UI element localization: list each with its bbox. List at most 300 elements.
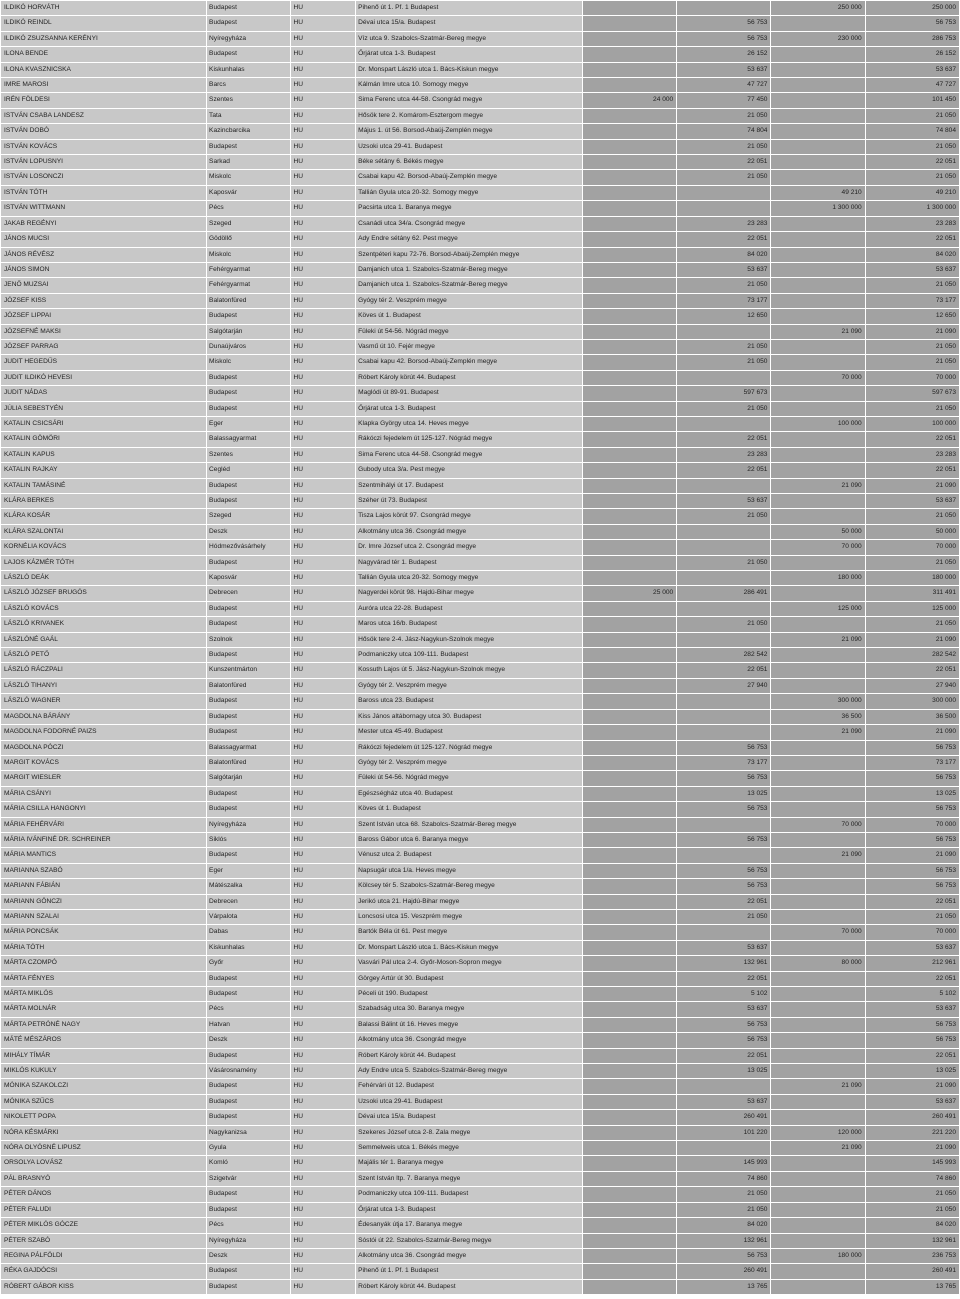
city-cell: Budapest (207, 709, 291, 724)
table-row (1, 1, 960, 16)
amount-2-cell: 56 753 (677, 1248, 771, 1263)
amount-1-cell (582, 1233, 676, 1248)
city-cell: Fehérgyarmat (207, 262, 291, 277)
country-cell: HU (291, 925, 356, 940)
address-cell: Semmelweis utca 1. Békés megye (356, 1141, 583, 1156)
address-cell: Csanádi utca 34/a. Csongrád megye (356, 216, 583, 231)
total-cell: 36 500 (865, 709, 959, 724)
amount-2-cell: 53 637 (677, 940, 771, 955)
country-cell: HU (291, 339, 356, 354)
city-cell: Szeged (207, 509, 291, 524)
total-cell: 286 753 (865, 31, 959, 46)
address-cell: Auróra utca 22-28. Budapest (356, 601, 583, 616)
amount-2-cell (677, 478, 771, 493)
table-row (1, 1187, 960, 1202)
table-row (1, 247, 960, 262)
amount-2-cell: 21 050 (677, 339, 771, 354)
total-cell: 73 177 (865, 755, 959, 770)
country-cell: HU (291, 463, 356, 478)
amount-1-cell (582, 432, 676, 447)
country-cell: HU (291, 1233, 356, 1248)
amount-1-cell (582, 1141, 676, 1156)
amount-1-cell (582, 278, 676, 293)
city-cell: Pécs (207, 201, 291, 216)
total-cell: 70 000 (865, 817, 959, 832)
address-cell: Baross Gábor utca 6. Baranya megye (356, 832, 583, 847)
city-cell: Siklós (207, 832, 291, 847)
amount-3-cell (771, 648, 865, 663)
table-row (1, 755, 960, 770)
city-cell: Budapest (207, 648, 291, 663)
amount-3-cell (771, 155, 865, 170)
recipient-name-cell: MÁRTA PETRÓNÉ NAGY (1, 1017, 207, 1032)
amount-1-cell (582, 155, 676, 170)
amount-2-cell (677, 817, 771, 832)
amount-1-cell (582, 1002, 676, 1017)
table-row (1, 771, 960, 786)
amount-1-cell (582, 124, 676, 139)
amount-3-cell (771, 755, 865, 770)
city-cell: Budapest (207, 1048, 291, 1063)
amount-3-cell (771, 278, 865, 293)
amount-1-cell (582, 725, 676, 740)
total-cell: 21 050 (865, 909, 959, 924)
recipient-name-cell: NÓRA KÉSMÁRKI (1, 1125, 207, 1140)
table-row (1, 463, 960, 478)
table-row (1, 678, 960, 693)
recipient-name-cell: RÓBERT GÁBOR KISS (1, 1279, 207, 1294)
recipient-name-cell: MÁTÉ MÉSZÁROS (1, 1033, 207, 1048)
total-cell: 50 000 (865, 524, 959, 539)
table-row (1, 370, 960, 385)
total-cell: 53 637 (865, 494, 959, 509)
amount-1-cell (582, 863, 676, 878)
city-cell: Kaposvár (207, 185, 291, 200)
country-cell: HU (291, 509, 356, 524)
amount-3-cell: 21 090 (771, 725, 865, 740)
amount-2-cell: 101 220 (677, 1125, 771, 1140)
country-cell: HU (291, 1048, 356, 1063)
country-cell: HU (291, 802, 356, 817)
city-cell: Budapest (207, 1079, 291, 1094)
country-cell: HU (291, 632, 356, 647)
recipient-name-cell: JUDIT HEGEDŰS (1, 355, 207, 370)
table-row (1, 925, 960, 940)
amount-3-cell (771, 1233, 865, 1248)
city-cell: Nyíregyháza (207, 1233, 291, 1248)
amount-1-cell (582, 216, 676, 231)
total-cell: 13 765 (865, 1279, 959, 1294)
city-cell: Budapest (207, 617, 291, 632)
amount-1-cell (582, 386, 676, 401)
table-row (1, 956, 960, 971)
amount-3-cell: 21 090 (771, 324, 865, 339)
recipient-name-cell: JÓZSEFNÉ MAKSI (1, 324, 207, 339)
country-cell: HU (291, 832, 356, 847)
city-cell: Mátészalka (207, 879, 291, 894)
address-cell: Kossuth Lajos út 5. Jász-Nagykun-Szolnok megye (356, 663, 583, 678)
address-cell: Görgey Artúr út 30. Budapest (356, 971, 583, 986)
country-cell: HU (291, 540, 356, 555)
amount-3-cell (771, 1064, 865, 1079)
city-cell: Komló (207, 1156, 291, 1171)
city-cell: Balassagyarmat (207, 432, 291, 447)
address-cell: Gyógy tér 2. Veszprém megye (356, 678, 583, 693)
address-cell: Uzsoki utca 29-41. Budapest (356, 1094, 583, 1109)
amount-1-cell (582, 247, 676, 262)
amount-2-cell: 5 102 (677, 987, 771, 1002)
total-cell: 21 090 (865, 478, 959, 493)
table-row (1, 278, 960, 293)
table-row (1, 155, 960, 170)
recipient-name-cell: LÁSZLÓ PETŐ (1, 648, 207, 663)
amount-1-cell (582, 540, 676, 555)
amount-1-cell (582, 925, 676, 940)
amount-3-cell (771, 586, 865, 601)
total-cell: 53 637 (865, 940, 959, 955)
city-cell: Nagykanizsa (207, 1125, 291, 1140)
table-row (1, 1033, 960, 1048)
address-cell: Sóstói út 22. Szabolcs-Szatmár-Bereg megye (356, 1233, 583, 1248)
table-row (1, 293, 960, 308)
total-cell: 22 051 (865, 1048, 959, 1063)
table-row (1, 185, 960, 200)
city-cell: Balatonfüred (207, 755, 291, 770)
amount-1-cell (582, 1264, 676, 1279)
amount-2-cell: 21 050 (677, 555, 771, 570)
amount-1-cell (582, 555, 676, 570)
amount-3-cell: 100 000 (771, 416, 865, 431)
country-cell: HU (291, 817, 356, 832)
table-row (1, 832, 960, 847)
recipient-name-cell: ISTVÁN WITTMANN (1, 201, 207, 216)
amount-3-cell (771, 740, 865, 755)
country-cell: HU (291, 216, 356, 231)
amount-2-cell: 53 637 (677, 62, 771, 77)
recipient-name-cell: MAGDOLNA PÓCZI (1, 740, 207, 755)
amount-2-cell: 26 152 (677, 47, 771, 62)
city-cell: Vásárosnamény (207, 1064, 291, 1079)
city-cell: Gödöllő (207, 232, 291, 247)
address-cell: Nagyerdei körút 98. Hajdú-Bihar megye (356, 586, 583, 601)
amount-2-cell (677, 601, 771, 616)
city-cell: Szolnok (207, 632, 291, 647)
amount-1-cell (582, 971, 676, 986)
total-cell: 22 051 (865, 894, 959, 909)
recipient-name-cell: MAGDOLNA BÁRÁNY (1, 709, 207, 724)
table-row (1, 62, 960, 77)
country-cell: HU (291, 494, 356, 509)
amount-1-cell (582, 617, 676, 632)
amount-2-cell: 13 025 (677, 786, 771, 801)
country-cell: HU (291, 170, 356, 185)
table-row (1, 108, 960, 123)
address-cell: Pihenő út 1. Pf. 1 Budapest (356, 1264, 583, 1279)
table-row (1, 139, 960, 154)
recipient-name-cell: KLÁRA BERKES (1, 494, 207, 509)
country-cell: HU (291, 355, 356, 370)
address-cell: Klapka György utca 14. Heves megye (356, 416, 583, 431)
table-row (1, 1110, 960, 1125)
amount-1-cell (582, 940, 676, 955)
country-cell: HU (291, 987, 356, 1002)
recipient-name-cell: IMRE MAROSI (1, 78, 207, 93)
recipient-name-cell: ISTVÁN LOSONCZI (1, 170, 207, 185)
address-cell: Rákóczi fejedelem út 125-127. Nógrád megye (356, 432, 583, 447)
recipient-name-cell: ILDIKÓ ZSUZSANNA KERÉNYI (1, 31, 207, 46)
recipient-name-cell: MÁRTA FÉNYES (1, 971, 207, 986)
amount-3-cell: 21 090 (771, 1141, 865, 1156)
table-body (1, 1, 960, 1295)
address-cell: Tisza Lajos körút 97. Csongrád megye (356, 509, 583, 524)
amount-2-cell: 56 753 (677, 31, 771, 46)
amount-2-cell (677, 694, 771, 709)
table-row (1, 817, 960, 832)
recipient-name-cell: JAKAB REGÉNYI (1, 216, 207, 231)
address-cell: Dr. Monspart László utca 1. Bács-Kiskun megye (356, 940, 583, 955)
table-row (1, 232, 960, 247)
amount-1-cell (582, 632, 676, 647)
total-cell: 21 090 (865, 632, 959, 647)
city-cell: Kazincbarcika (207, 124, 291, 139)
amount-3-cell: 250 000 (771, 1, 865, 16)
total-cell: 53 637 (865, 1002, 959, 1017)
amount-2-cell: 56 753 (677, 802, 771, 817)
recipient-name-cell: JÚLIA SEBESTYÉN (1, 401, 207, 416)
address-cell: Szekeres József utca 2-8. Zala megye (356, 1125, 583, 1140)
amount-2-cell: 597 673 (677, 386, 771, 401)
amount-3-cell (771, 1218, 865, 1233)
table-row (1, 894, 960, 909)
address-cell: Alkotmány utca 36. Csongrád megye (356, 1033, 583, 1048)
amount-3-cell: 36 500 (771, 709, 865, 724)
total-cell: 56 753 (865, 863, 959, 878)
country-cell: HU (291, 1017, 356, 1032)
address-cell: Alkotmány utca 36. Csongrád megye (356, 1248, 583, 1263)
table-row (1, 524, 960, 539)
total-cell: 311 491 (865, 586, 959, 601)
amount-1-cell (582, 709, 676, 724)
total-cell: 212 961 (865, 956, 959, 971)
address-cell: Egészségház utca 40. Budapest (356, 786, 583, 801)
country-cell: HU (291, 894, 356, 909)
total-cell: 282 542 (865, 648, 959, 663)
total-cell: 56 753 (865, 1033, 959, 1048)
table-row (1, 694, 960, 709)
table-row (1, 1064, 960, 1079)
table-row (1, 201, 960, 216)
recipient-name-cell: JÓZSEF PARRAG (1, 339, 207, 354)
amount-2-cell (677, 524, 771, 539)
amount-2-cell: 22 051 (677, 894, 771, 909)
country-cell: HU (291, 201, 356, 216)
table-row (1, 216, 960, 231)
address-cell: Uzsoki utca 29-41. Budapest (356, 139, 583, 154)
total-cell: 21 050 (865, 278, 959, 293)
address-cell: Dévai utca 15/a. Budapest (356, 16, 583, 31)
country-cell: HU (291, 555, 356, 570)
amount-1-cell (582, 185, 676, 200)
city-cell: Miskolc (207, 247, 291, 262)
city-cell: Budapest (207, 971, 291, 986)
city-cell: Eger (207, 416, 291, 431)
amount-2-cell: 23 283 (677, 216, 771, 231)
amount-1-cell (582, 1048, 676, 1063)
recipient-name-cell: ILDIKÓ REINDL (1, 16, 207, 31)
amount-1-cell (582, 832, 676, 847)
country-cell: HU (291, 1125, 356, 1140)
amount-2-cell: 21 050 (677, 509, 771, 524)
address-cell: Balassi Bálint út 16. Heves megye (356, 1017, 583, 1032)
amount-1-cell (582, 447, 676, 462)
address-cell: Róbert Károly körút 44. Budapest (356, 1279, 583, 1294)
country-cell: HU (291, 771, 356, 786)
table-row (1, 648, 960, 663)
amount-3-cell (771, 262, 865, 277)
total-cell: 22 051 (865, 232, 959, 247)
amount-3-cell: 125 000 (771, 601, 865, 616)
amount-3-cell (771, 1187, 865, 1202)
country-cell: HU (291, 108, 356, 123)
table-row (1, 1094, 960, 1109)
amount-2-cell: 132 961 (677, 1233, 771, 1248)
total-cell: 125 000 (865, 601, 959, 616)
address-cell: Őrjárat utca 1-3. Budapest (356, 47, 583, 62)
amount-2-cell (677, 201, 771, 216)
recipient-name-cell: MARGIT WIESLER (1, 771, 207, 786)
table-row (1, 47, 960, 62)
recipient-name-cell: NÓRA OLYÓSNÉ LIPUSZ (1, 1141, 207, 1156)
recipient-name-cell: KORNÉLIA KOVÁCS (1, 540, 207, 555)
amount-3-cell (771, 463, 865, 478)
total-cell: 21 090 (865, 725, 959, 740)
amount-2-cell: 22 051 (677, 463, 771, 478)
city-cell: Kiskunhalas (207, 940, 291, 955)
city-cell: Hatvan (207, 1017, 291, 1032)
city-cell: Szentes (207, 93, 291, 108)
total-cell: 21 050 (865, 401, 959, 416)
amount-3-cell (771, 1033, 865, 1048)
address-cell: Napsugár utca 1/a. Heves megye (356, 863, 583, 878)
recipient-name-cell: LÁSZLÓ JÓZSEF BRUGÓS (1, 586, 207, 601)
amount-1-cell (582, 262, 676, 277)
amount-2-cell: 22 051 (677, 1048, 771, 1063)
total-cell: 84 020 (865, 247, 959, 262)
city-cell: Budapest (207, 494, 291, 509)
amount-1-cell (582, 139, 676, 154)
amount-3-cell: 180 000 (771, 1248, 865, 1263)
amount-3-cell: 70 000 (771, 925, 865, 940)
total-cell: 47 727 (865, 78, 959, 93)
city-cell: Budapest (207, 1094, 291, 1109)
amount-2-cell: 73 177 (677, 293, 771, 308)
recipient-name-cell: LÁSZLÓ TIHANYI (1, 678, 207, 693)
table-row (1, 1264, 960, 1279)
country-cell: HU (291, 155, 356, 170)
amount-1-cell (582, 1218, 676, 1233)
amount-2-cell: 21 050 (677, 355, 771, 370)
country-cell: HU (291, 1141, 356, 1156)
recipient-name-cell: MIHÁLY TÍMÁR (1, 1048, 207, 1063)
table-row (1, 78, 960, 93)
city-cell: Budapest (207, 1110, 291, 1125)
amount-2-cell (677, 571, 771, 586)
recipient-name-cell: NIKOLETT POPA (1, 1110, 207, 1125)
country-cell: HU (291, 586, 356, 601)
amount-1-cell (582, 956, 676, 971)
recipient-name-cell: KATALIN KAPUS (1, 447, 207, 462)
amount-3-cell: 230 000 (771, 31, 865, 46)
table-row (1, 170, 960, 185)
country-cell: HU (291, 940, 356, 955)
country-cell: HU (291, 678, 356, 693)
amount-1-cell (582, 879, 676, 894)
amount-2-cell: 21 050 (677, 1202, 771, 1217)
table-row (1, 447, 960, 462)
total-cell: 70 000 (865, 925, 959, 940)
recipient-name-cell: PÁL BRASNYÓ (1, 1171, 207, 1186)
amount-2-cell: 12 650 (677, 309, 771, 324)
address-cell: Podmaniczky utca 109-111. Budapest (356, 648, 583, 663)
recipient-name-cell: JUDIT NÁDAS (1, 386, 207, 401)
recipient-name-cell: MÁRIA IVÁNFINÉ DR. SCHREINER (1, 832, 207, 847)
amount-3-cell (771, 232, 865, 247)
city-cell: Budapest (207, 1187, 291, 1202)
country-cell: HU (291, 694, 356, 709)
total-cell: 21 050 (865, 617, 959, 632)
recipient-name-cell: KLÁRA SZALONTAI (1, 524, 207, 539)
amount-3-cell: 70 000 (771, 817, 865, 832)
country-cell: HU (291, 740, 356, 755)
amount-1-cell (582, 1094, 676, 1109)
amount-1-cell (582, 802, 676, 817)
amount-1-cell (582, 355, 676, 370)
amount-2-cell: 53 637 (677, 494, 771, 509)
amount-3-cell (771, 971, 865, 986)
recipient-name-cell: MÁRTA MIKLÓS (1, 987, 207, 1002)
table-row (1, 555, 960, 570)
amount-1-cell (582, 1125, 676, 1140)
total-cell: 84 020 (865, 1218, 959, 1233)
address-cell: Sima Ferenc utca 44-58. Csongrád megye (356, 93, 583, 108)
address-cell: Köves út 1. Budapest (356, 309, 583, 324)
city-cell: Győr (207, 956, 291, 971)
table-row (1, 571, 960, 586)
amount-1-cell (582, 78, 676, 93)
amount-3-cell (771, 1264, 865, 1279)
amount-2-cell: 77 450 (677, 93, 771, 108)
address-cell: Baross utca 23. Budapest (356, 694, 583, 709)
total-cell: 100 000 (865, 416, 959, 431)
country-cell: HU (291, 93, 356, 108)
amount-3-cell (771, 339, 865, 354)
amount-2-cell: 56 753 (677, 879, 771, 894)
country-cell: HU (291, 31, 356, 46)
recipient-name-cell: PÉTER FALUDI (1, 1202, 207, 1217)
recipient-name-cell: JENŐ MUZSAI (1, 278, 207, 293)
address-cell: Kölcsey tér 5. Szabolcs-Szatmár-Bereg megye (356, 879, 583, 894)
total-cell: 56 753 (865, 771, 959, 786)
country-cell: HU (291, 232, 356, 247)
amount-1-cell (582, 1202, 676, 1217)
total-cell: 5 102 (865, 987, 959, 1002)
country-cell: HU (291, 725, 356, 740)
table-row (1, 16, 960, 31)
address-cell: Víz utca 9. Szabolcs-Szatmár-Bereg megye (356, 31, 583, 46)
amount-1-cell (582, 31, 676, 46)
amount-1-cell: 24 000 (582, 93, 676, 108)
table-row (1, 617, 960, 632)
